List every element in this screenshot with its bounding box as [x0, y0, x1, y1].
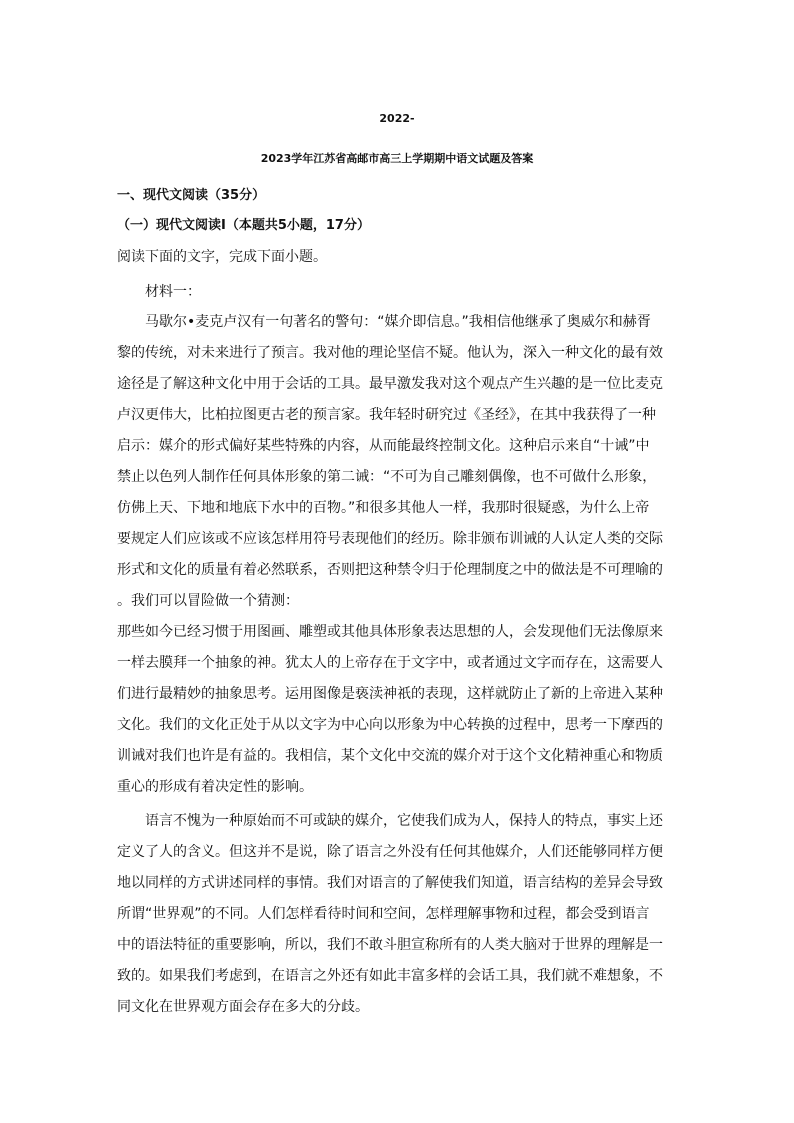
paragraph-2-line: 文化。我们的文化正处于从以文字为中心向以形象为中心转换的过程中，思考一下摩西的 — [117, 717, 663, 733]
paragraph-3-line: 地以同样的方式讲述同样的事情。我们对语言的了解使我们知道，语言结构的差异会导致 — [117, 875, 663, 891]
document-title-line-1: 2022- — [379, 112, 415, 125]
paragraph-1-line: 。我们可以冒险做一个猜测： — [117, 593, 299, 609]
paragraph-1-line: 禁止以色列人制作任何具体形象的第二诫：“不可为自己雕刻偶像，也不可做什么形象， — [117, 469, 657, 485]
paragraph-1-line: 要规定人们应该或不应该怎样用符号表现他们的经历。除非颁布训诫的人认定人类的交际 — [117, 531, 663, 547]
paragraph-1-line: 马歇尔•麦克卢汉有一句著名的警句：“媒介即信息。”我相信他继承了奥威尔和赫胥 — [145, 314, 651, 330]
paragraph-2-line: 们进行最精妙的抽象思考。运用图像是亵渎神祇的表现，这样就防止了新的上帝进入某种 — [117, 686, 663, 702]
paragraph-3-line: 中的语法特征的重要影响，所以，我们不敢斗胆宣称所有的人类大脑对于世界的理解是一 — [117, 937, 663, 953]
paragraph-1-line: 仿佛上天、下地和地底下水中的百物。”和很多其他人一样，我那时很疑惑，为什么上帝 — [117, 500, 650, 516]
material-label: 材料一： — [145, 284, 201, 300]
paragraph-2-line: 训诫对我们也许是有益的。我相信，某个文化中交流的媒介对于这个文化精神重心和物质 — [117, 748, 663, 764]
paragraph-1-line: 黎的传统，对未来进行了预言。我对他的理论坚信不疑。他认为，深入一种文化的最有效 — [117, 345, 663, 361]
section-heading: 一、现代文阅读（35分） — [117, 188, 266, 203]
paragraph-1-line: 启示：媒介的形式偏好某些特殊的内容，从而能最终控制文化。这种启示来自“十诫”中 — [117, 438, 650, 454]
paragraph-3-line: 定义了人的含义。但这并不是说，除了语言之外没有任何其他媒介，人们还能够同样方便 — [117, 844, 663, 860]
paragraph-1-line: 形式和文化的质量有着必然联系，否则把这种禁令归于伦理制度之中的做法是不可理喻的 — [117, 562, 663, 578]
paragraph-3-line: 语言不愧为一种原始而不可或缺的媒介，它使我们成为人，保持人的特点，事实上还 — [145, 813, 663, 829]
instruction-text: 阅读下面的文字，完成下面小题。 — [117, 249, 327, 265]
subsection-heading: （一）现代文阅读I（本题共5小题，17分） — [117, 218, 370, 233]
paragraph-3-line: 所谓“世界观”的不同。人们怎样看待时间和空间，怎样理解事物和过程，都会受到语言 — [117, 906, 650, 922]
paragraph-2-line: 那些如今已经习惯于用图画、雕塑或其他具体形象表达思想的人，会发现他们无法像原来 — [117, 624, 663, 640]
paragraph-2-line: 重心的形成有着决定性的影响。 — [117, 779, 313, 795]
paragraph-3-line: 同文化在世界观方面会存在多大的分歧。 — [117, 999, 369, 1015]
paragraph-1-line: 卢汉更伟大，比柏拉图更古老的预言家。我年轻时研究过《圣经》，在其中我获得了一种 — [117, 407, 656, 423]
paragraph-3-line: 致的。如果我们考虑到，在语言之外还有如此丰富多样的会话工具，我们就不难想象，不 — [117, 968, 663, 984]
document-title-line-2: 2023学年江苏省高邮市高三上学期期中语文试题及答案 — [260, 152, 534, 165]
paragraph-1-line: 途径是了解这种文化中用于会话的工具。最早激发我对这个观点产生兴趣的是一位比麦克 — [117, 376, 663, 392]
paragraph-2-line: 一样去膜拜一个抽象的神。犹太人的上帝存在于文字中，或者通过文字而存在，这需要人 — [117, 655, 663, 671]
